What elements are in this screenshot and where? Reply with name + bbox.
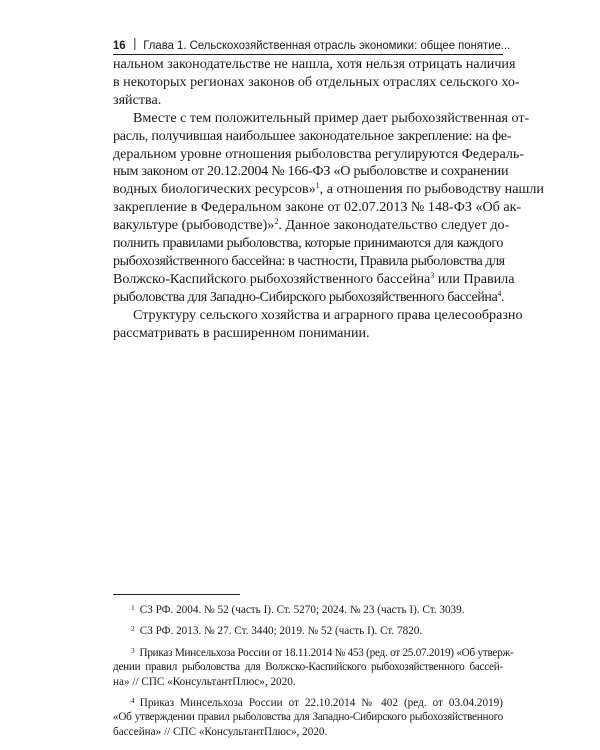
header-rule xyxy=(113,54,503,55)
text-line: рассматривать в расширенном понимании. xyxy=(113,324,370,341)
text-line: рыбохозяйственного бассейна: в частности, Правила рыболовства для xyxy=(113,252,505,269)
text-segment: . xyxy=(500,288,504,305)
running-header xyxy=(113,37,511,53)
footnote-number: 3 xyxy=(131,645,135,655)
footnote-line xyxy=(113,644,514,660)
page-number: 16 xyxy=(113,38,126,52)
footnote-2 xyxy=(113,622,503,638)
text-line xyxy=(113,181,544,199)
footnote-4 xyxy=(113,694,503,739)
footnote-number: 4 xyxy=(131,696,135,706)
footnote-text: СЗ РФ. 2004. № 52 (часть I). Ст. 5270; 2024. № 23 (часть I). Ст. 3039. xyxy=(139,604,465,616)
text-segment: . Данное законодательство следует до- xyxy=(278,217,510,234)
text-line: нальном законодательстве не нашла, хотя нельзя отрицать наличия xyxy=(113,56,516,72)
text-line: ным законом от 20.12.2004 № 166-ФЗ «О рыболовстве и сохранении xyxy=(113,163,509,180)
footnote-rule xyxy=(113,594,240,595)
footnote-line: «Об утверждении правил рыболовства для Западно-Сибирского рыбохозяйственного xyxy=(113,711,503,724)
text-line: деральном уровне отношения рыболовства регулируются Федераль- xyxy=(113,145,525,162)
footnote-3 xyxy=(113,644,514,689)
footnote-ref-4: 4 xyxy=(497,288,501,298)
text-line: Структуру сельского хозяйства и аграрного права целесообразно xyxy=(133,306,523,323)
text-line: Вместе с тем положительный пример дает рыбохозяйственная от- xyxy=(133,109,530,126)
main-text xyxy=(113,56,544,343)
footnote-line xyxy=(113,601,503,617)
text-segment: рыболовства для Западно-Сибирского рыбохозяйственного бассейна xyxy=(113,288,498,305)
text-line xyxy=(113,270,515,289)
text-line: закрепление в Федеральном законе от 02.07.2013 № 148-ФЗ «Об ак- xyxy=(113,199,522,216)
footnote-line: на» // СПС «КонсультантПлюс», 2020. xyxy=(113,675,296,688)
footnote-ref-2: 2 xyxy=(274,217,279,227)
text-segment: , а отношения по рыбоводству нашли xyxy=(319,181,544,198)
text-line: зяйства. xyxy=(113,91,162,108)
footnotes xyxy=(113,601,514,739)
footnote-line xyxy=(113,694,503,710)
footnote-ref-1: 1 xyxy=(315,181,320,191)
footnote-line: дении правил рыболовства для Волжско-Каспийского рыбохозяйственного бассей- xyxy=(113,661,503,674)
header-separator xyxy=(134,38,135,50)
footnote-1 xyxy=(113,601,503,617)
footnote-text: Приказ Минсельхоза России от 18.11.2014 № 453 (ред. от 25.07.2019) «Об утверж- xyxy=(139,646,514,659)
text-line xyxy=(113,289,503,307)
text-segment: или Правила xyxy=(434,270,515,287)
text-segment: водных биологических ресурсов» xyxy=(113,181,316,198)
footnote-text: СЗ РФ. 2013. № 27. Ст. 3440; 2019. № 52 (часть I). Ст. 7820. xyxy=(139,625,423,638)
footnote-text: Приказ Минсельхоза России от 22.10.2014 № 402 (ред. от 03.04.2019) xyxy=(139,697,503,710)
text-line: расль, получившая наибольшее законодательное закрепление: на фе- xyxy=(113,127,512,144)
text-line: полнить правилами рыболовства, которые принимаются для каждого xyxy=(113,235,503,252)
footnote-ref-3: 3 xyxy=(430,270,435,280)
footnote-line: бассейна» // СПС «КонсультантПлюс», 2020. xyxy=(113,725,328,738)
text-segment: Волжско-Каспийского рыбохозяйственного бассейна xyxy=(113,270,431,287)
footnote-number: 1 xyxy=(131,603,135,612)
text-line xyxy=(113,217,510,235)
text-segment: вакультуре (рыбоводстве)» xyxy=(113,217,275,234)
footnote-number: 2 xyxy=(131,624,135,634)
paragraph-1 xyxy=(113,56,520,110)
text-line: в некоторых регионах законов об отдельных отраслях сельского хо- xyxy=(113,73,520,90)
paragraph-2 xyxy=(113,109,544,307)
paragraph-3 xyxy=(113,306,523,343)
footnote-line xyxy=(113,622,503,638)
chapter-title: Глава 1. Сельскохозяйственная отрасль экономики: общее понятие... xyxy=(143,38,511,52)
